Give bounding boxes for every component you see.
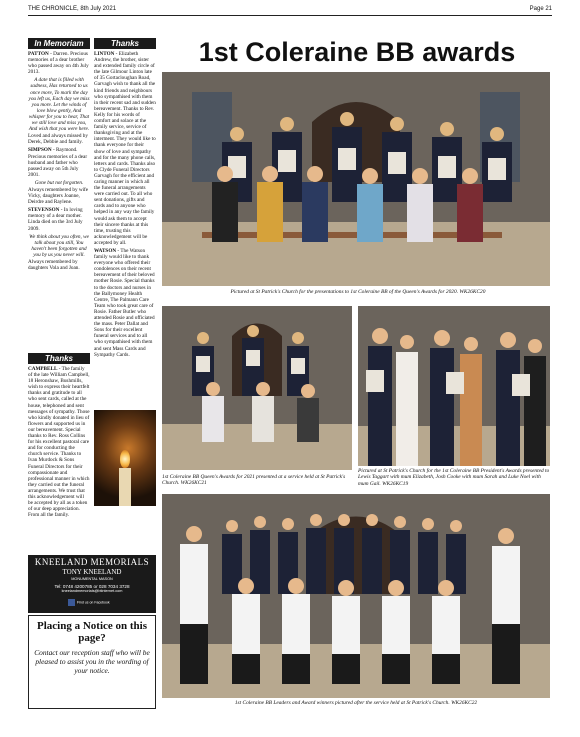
caption-presidents-awards: Pictured at St Patrick's Church for the 1st Coleraine BB President's Awards presented to Lewis Taggart with mum Elizabeth, Josh Cooke with mum Sarah and Luke Noel with mum Gail. WK26KC19 xyxy=(358,468,550,487)
candle-image xyxy=(94,410,156,506)
notice-ad-body: Contact our reception staff who will be pleased to assist you in the wording of your notice. xyxy=(34,648,150,675)
notice-text: - The Watson family would like to thank everyone who offered their condolences on their recent bereavement of their beloved mother Rosie. Special thanks to the doctors and nurses in the Ballymoney Health Centre, The Palmann Care Team who took great care of Rosie. Father Butler who attended Rosie and officiated the mass. Peter Dallat and Sons for their excellent funeral services and to all who sympathised with them and sent Mass Cards and Sympathy Cards. xyxy=(94,248,155,358)
notice-ad-heading: Placing a Notice on this page? xyxy=(37,620,147,644)
thanks-right-heading: Thanks xyxy=(94,38,156,49)
photo-queens-awards-2020 xyxy=(162,72,550,286)
notice-surname: SIMPSON xyxy=(28,147,52,154)
photo-presidents-awards xyxy=(358,306,550,466)
ad-business-name: KNEELAND MEMORIALS xyxy=(34,557,150,567)
ad-phone: Tel: 0748 4200785 or 028 7034 3728 xyxy=(54,584,130,589)
ad-owner: TONY KNEELAND xyxy=(62,568,122,576)
notice-poem: Gone but not forgotten. xyxy=(34,179,84,186)
photo-leaders-and-award-winners xyxy=(162,494,550,698)
notice-paragraph xyxy=(28,147,90,177)
notice-text: - Darren. Precious memories of a dear brother who passed away on 4th July 2013. xyxy=(28,51,89,76)
thanks-left-column xyxy=(28,366,90,552)
thanks-left-heading: Thanks xyxy=(28,353,90,364)
notice-surname: WATSON xyxy=(94,248,117,254)
caption-leaders-and-award-winners: 1st Coleraine BB Leaders and Award winners pictured after the service held at St Patrick's Church. WK26KC22 xyxy=(234,700,478,706)
notice-surname: CAMPBELL xyxy=(28,366,58,372)
notice-poem: A date that is filled with sadness, Has returned to us once more, To mark the day you left us, Each day we miss you more. Let the winds of love blow gently, And whisper for you to hear, That we still love and miss you, And wish that you were here. xyxy=(28,77,90,133)
notice-surname: LINTON xyxy=(94,51,115,57)
notice-paragraph xyxy=(28,259,90,271)
notice-text: Always remembered by wife Vicky, daughters Joanne, Deirdre and Raylene. xyxy=(28,186,89,206)
caption-queens-awards-2020: Pictured at St Patrick's Church for the presentations to 1st Coleraine BB of the Queen's Awards for 2020. WK26KC20 xyxy=(230,289,486,295)
notice-surname: PATTON xyxy=(28,51,49,57)
photo-queens-awards-2021 xyxy=(162,306,352,470)
article-headline: 1st Coleraine BB awards xyxy=(198,37,516,67)
facebook-badge: Find us on Facebook xyxy=(68,599,116,610)
notice-text: - In loving memory of a dear mother. Linda died on the 3rd July 2009. xyxy=(28,207,83,232)
notice-paragraph xyxy=(94,51,156,246)
notice-paragraph xyxy=(28,187,90,205)
paper-dateline: THE CHRONICLE, 8th July 2021 xyxy=(28,6,117,12)
caption-queens-awards-2021: 1st Coleraine BB Queen's Awards for 2021 presented at a service held at St Patrick's Church. WK26KC21 xyxy=(162,474,346,487)
ad-role: MONUMENTAL MASON xyxy=(71,577,113,581)
page-header xyxy=(28,4,552,16)
notice-paragraph xyxy=(28,51,90,75)
kneeland-memorials-ad xyxy=(28,555,156,613)
in-memoriam-heading: In Memoriam xyxy=(28,38,90,49)
notice-paragraph xyxy=(28,207,90,231)
notice-text: - Raymond. Precious memories of a dear husband and father who passed away on 5th July 2001. xyxy=(28,147,88,178)
thanks-right-column xyxy=(94,51,156,407)
notice-paragraph xyxy=(94,248,156,358)
notice-text: Always remembered by daughters Vola and Joan. xyxy=(28,259,80,272)
notice-paragraph xyxy=(28,366,90,518)
notice-text: - The family of the late William Campbell, 18 Heronshaw, Bushmills, wish to express their heartfelt thanks and gratitude to all who sent cards, called at the house, telephoned and sent messages of sympathy. Those who kindly donated in lieu of flowers and supported us in our bereavement. Special thanks to Rev. Ross Collins for his excellent pastoral care and for conducting the church service. Thanks to Ivan Murdock & Sons Funeral Directors for their compassionate and professional manner in which they carried out the funeral arrangements. We trust that this acknowledgement will be accepted by all as a token of our deep appreciation. From all the family. xyxy=(28,366,90,519)
in-memoriam-column xyxy=(28,51,90,351)
header-rule xyxy=(28,15,552,16)
placing-notice-ad xyxy=(28,615,156,709)
notice-text: Loved and always missed by Derek, Debbie and family. xyxy=(28,133,88,146)
ad-email: kneelandmemorials@btinternet.com xyxy=(61,589,123,593)
notice-text: - Elizabeth Andrew, the brother, sister and extended family circle of the late Gilmour Linton late of 35 Gortacloughan Road, Garvagh wish to thank all the kind friends and neighbours who sympathised with them in their recent sad and sudden bereavement. Thanks to Rev. Kelly for his words of comfort and solace at the family service, service of thanksgiving and at the interment. They would like to thank everyone for their show of love and sympathy and for the many phone calls, letters and cards. Thanks also to Clyde Funeral Directors Garvagh for the efficient and caring manner in which all the funeral arrangements were carried out. To all who sent donations, gifts and cards and to anyone who helped in any way the family would ask them to accept their sincere thanks at this time, trusting this acknowledgement will be accepted by all. xyxy=(94,51,156,246)
notice-surname: STEVENSON xyxy=(28,207,60,214)
page-number: Page 21 xyxy=(529,6,552,12)
facebook-icon xyxy=(68,599,75,606)
notice-poem: We think about you often, we talk about you still, You haven't been forgotten and you by us you never will. xyxy=(29,233,89,258)
notice-paragraph xyxy=(28,133,90,145)
